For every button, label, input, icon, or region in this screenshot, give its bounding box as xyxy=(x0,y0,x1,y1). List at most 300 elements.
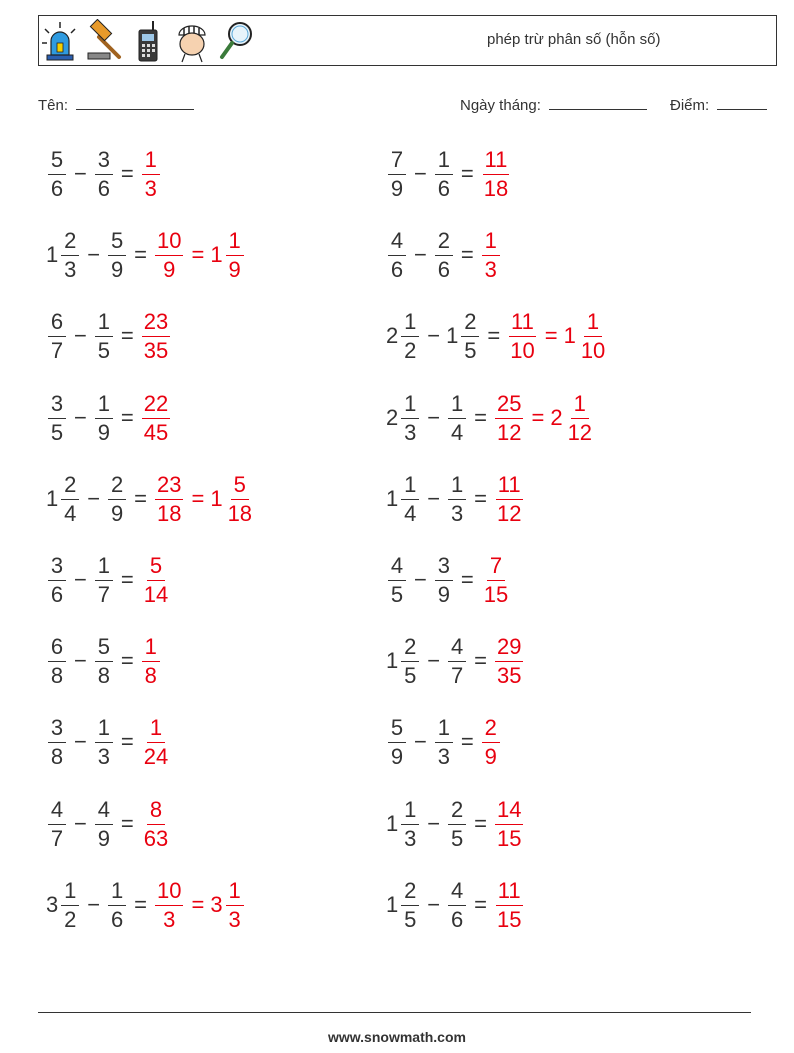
minuend-whole: 1 xyxy=(46,486,59,511)
footer-url: www.snowmath.com xyxy=(328,1029,466,1045)
answer-numerator: 1 xyxy=(142,636,160,662)
minuend-whole: 1 xyxy=(46,242,59,267)
problem-9 xyxy=(46,468,256,530)
subtrahend-numerator: 1 xyxy=(95,717,113,743)
minus-sign: − xyxy=(87,892,101,917)
score-blank[interactable] xyxy=(717,95,767,110)
minus-sign: − xyxy=(414,567,427,592)
minuend-fraction xyxy=(388,146,406,201)
gavel-icon xyxy=(85,19,123,63)
minuend-fraction xyxy=(48,308,66,363)
worksheet-title: phép trừ phân số (hỗn số) xyxy=(487,31,661,48)
subtrahend-fraction xyxy=(435,552,453,607)
date-blank[interactable] xyxy=(549,95,647,110)
answer-mixed-fraction xyxy=(566,390,594,445)
answer-denominator: 12 xyxy=(496,419,522,445)
answer-numerator: 2 xyxy=(482,717,500,743)
answer-mixed-whole: 1 xyxy=(563,323,576,348)
equals-sign: = xyxy=(474,648,487,673)
answer xyxy=(493,633,525,688)
problem-17 xyxy=(46,793,172,855)
subtrahend-denominator: 6 xyxy=(437,175,450,201)
subtrahend-denominator: 3 xyxy=(97,743,110,769)
subtrahend-numerator: 3 xyxy=(95,149,113,175)
minus-sign: − xyxy=(427,405,441,430)
answer-fraction xyxy=(142,796,170,851)
answer-fraction xyxy=(495,877,523,932)
answer-mixed-whole: 1 xyxy=(210,242,223,267)
footer-divider xyxy=(38,1012,751,1013)
subtrahend-fraction xyxy=(448,633,466,688)
subtrahend-denominator: 6 xyxy=(437,256,450,282)
minuend-numerator: 3 xyxy=(48,393,66,419)
minuend-fraction xyxy=(388,227,406,282)
answer xyxy=(140,308,172,363)
answer-mixed-denominator: 10 xyxy=(580,337,606,363)
minuend-denominator: 5 xyxy=(390,581,404,607)
answer-equals-sign: = xyxy=(531,405,545,430)
subtrahend-fraction xyxy=(95,796,113,851)
answer-mixed-whole: 3 xyxy=(210,892,223,917)
answer-numerator: 5 xyxy=(147,555,165,581)
minuend-whole: 2 xyxy=(386,405,399,430)
minuend-denominator: 9 xyxy=(390,175,404,201)
problem-14 xyxy=(386,630,525,692)
subtrahend-denominator: 5 xyxy=(450,825,464,851)
minuend-fraction xyxy=(48,714,66,769)
minus-sign: − xyxy=(87,486,101,511)
minuend-numerator: 2 xyxy=(401,636,419,662)
equals-sign: = xyxy=(460,161,474,186)
answer-mixed-numerator: 1 xyxy=(584,311,602,337)
subtrahend-fraction xyxy=(461,308,479,363)
answer-denominator: 9 xyxy=(484,743,497,769)
answer-fraction xyxy=(508,308,536,363)
answer xyxy=(153,471,256,526)
minuend-numerator: 4 xyxy=(388,555,406,581)
subtrahend-fraction xyxy=(95,714,113,769)
answer-numerator: 11 xyxy=(509,311,536,337)
problem-13 xyxy=(46,630,162,692)
minuend-fraction xyxy=(401,308,419,363)
equals-sign: = xyxy=(120,405,134,430)
minuend-fraction xyxy=(401,633,419,688)
answer-denominator: 15 xyxy=(483,581,509,607)
header-icons xyxy=(41,19,255,63)
answer-numerator: 29 xyxy=(495,636,523,662)
answer-denominator: 35 xyxy=(143,337,169,363)
minuend-denominator: 7 xyxy=(50,825,64,851)
minuend-numerator: 7 xyxy=(388,149,406,175)
subtrahend-denominator: 9 xyxy=(110,256,124,282)
date-field[interactable] xyxy=(460,95,647,114)
subtrahend-numerator: 5 xyxy=(95,636,113,662)
minuend-denominator: 7 xyxy=(50,337,64,363)
answer-denominator: 18 xyxy=(156,500,182,526)
answer-numerator: 1 xyxy=(482,230,500,256)
minus-sign: − xyxy=(74,811,87,836)
subtrahend-numerator: 1 xyxy=(108,880,126,906)
answer-fraction xyxy=(155,471,183,526)
answer-fraction xyxy=(142,146,160,201)
minus-sign: − xyxy=(74,567,87,592)
minuend-numerator: 5 xyxy=(388,717,406,743)
problem-15 xyxy=(46,711,172,773)
subtrahend-denominator: 9 xyxy=(110,500,124,526)
answer-denominator: 24 xyxy=(143,743,169,769)
minus-sign: − xyxy=(74,405,87,430)
minus-sign: − xyxy=(74,323,87,348)
answer xyxy=(140,796,172,851)
answer-mixed-denominator: 12 xyxy=(567,419,593,445)
answer-denominator: 3 xyxy=(484,256,497,282)
answer-mixed-fraction xyxy=(226,877,244,932)
subtrahend-fraction xyxy=(448,390,466,445)
subtrahend-numerator: 4 xyxy=(448,636,466,662)
subtrahend-denominator: 3 xyxy=(437,743,450,769)
answer-fraction xyxy=(482,146,510,201)
minuend-fraction xyxy=(48,390,66,445)
answer xyxy=(493,471,525,526)
answer-mixed-numerator: 1 xyxy=(226,880,244,906)
answer-mixed-denominator: 9 xyxy=(228,256,241,282)
minuend-fraction xyxy=(48,146,66,201)
name-label: Tên: xyxy=(38,97,69,114)
answer-numerator: 11 xyxy=(496,474,523,500)
minuend-whole: 1 xyxy=(386,892,399,917)
subtrahend-fraction xyxy=(448,877,466,932)
answer xyxy=(480,146,512,201)
answer-fraction xyxy=(155,877,183,932)
problem-4 xyxy=(386,224,502,286)
minuend-numerator: 2 xyxy=(401,880,419,906)
answer xyxy=(140,552,172,607)
equals-sign: = xyxy=(120,161,134,186)
answer-denominator: 9 xyxy=(163,256,176,282)
subtrahend-denominator: 4 xyxy=(450,419,464,445)
answer-denominator: 15 xyxy=(496,825,522,851)
minuend-numerator: 6 xyxy=(48,311,66,337)
minuend-fraction xyxy=(61,471,79,526)
minuend-denominator: 5 xyxy=(50,419,64,445)
subtrahend-denominator: 9 xyxy=(97,419,110,445)
minuend-denominator: 9 xyxy=(390,743,404,769)
answer-numerator: 8 xyxy=(147,799,165,825)
answer xyxy=(140,390,172,445)
minuend-numerator: 4 xyxy=(388,230,406,256)
minuend-fraction xyxy=(401,877,419,932)
subtrahend-denominator: 6 xyxy=(110,906,124,932)
answer-denominator: 45 xyxy=(143,419,169,445)
answer-fraction xyxy=(495,471,523,526)
equals-sign: = xyxy=(474,811,487,836)
minuend-fraction xyxy=(61,227,79,282)
subtrahend-fraction xyxy=(448,471,466,526)
problem-18 xyxy=(386,793,525,855)
subtrahend-numerator: 1 xyxy=(95,555,113,581)
answer-mixed-numerator: 5 xyxy=(231,474,249,500)
answer-denominator: 8 xyxy=(144,662,157,688)
subtrahend-denominator: 9 xyxy=(437,581,450,607)
minus-sign: − xyxy=(87,242,101,267)
problem-11 xyxy=(46,549,172,611)
answer-denominator: 3 xyxy=(163,906,176,932)
answer-numerator: 23 xyxy=(155,474,183,500)
answer-mixed-whole: 2 xyxy=(550,405,563,430)
minus-sign: − xyxy=(427,648,441,673)
subtrahend-fraction xyxy=(108,471,126,526)
answer xyxy=(480,227,502,282)
answer-mixed-numerator: 1 xyxy=(226,230,244,256)
minuend-numerator: 5 xyxy=(48,149,66,175)
minus-sign: − xyxy=(427,811,441,836)
subtrahend-fraction xyxy=(95,552,113,607)
equals-sign: = xyxy=(460,242,474,267)
answer-fraction xyxy=(142,714,170,769)
subtrahend-numerator: 1 xyxy=(95,311,113,337)
subtrahend-denominator: 3 xyxy=(450,500,464,526)
answer-numerator: 23 xyxy=(142,311,170,337)
answer xyxy=(506,308,609,363)
answer-equals-sign: = xyxy=(191,486,205,511)
minuend-numerator: 3 xyxy=(48,717,66,743)
subtrahend-numerator: 4 xyxy=(95,799,113,825)
minuend-denominator: 6 xyxy=(50,581,64,607)
answer-numerator: 22 xyxy=(142,393,170,419)
answer-fraction xyxy=(142,390,170,445)
minuend-fraction xyxy=(61,877,79,932)
answer-fraction xyxy=(142,552,170,607)
answer xyxy=(153,877,246,932)
equals-sign: = xyxy=(460,729,474,754)
problem-1 xyxy=(46,143,162,205)
answer-mixed-fraction xyxy=(579,308,607,363)
score-label: Điểm: xyxy=(670,97,710,114)
minuend-denominator: 5 xyxy=(404,906,417,932)
minuend-numerator: 1 xyxy=(61,880,79,906)
equals-sign: = xyxy=(120,323,134,348)
subtrahend-fraction xyxy=(435,227,453,282)
minuend-denominator: 5 xyxy=(404,662,417,688)
answer-denominator: 63 xyxy=(143,825,169,851)
minuend-whole: 2 xyxy=(386,323,399,348)
subtrahend-fraction xyxy=(435,714,453,769)
problem-10 xyxy=(386,468,525,530)
equals-sign: = xyxy=(120,648,134,673)
answer xyxy=(140,633,162,688)
minuend-denominator: 6 xyxy=(50,175,64,201)
minuend-fraction xyxy=(401,390,419,445)
subtrahend-fraction xyxy=(108,877,126,932)
minuend-denominator: 4 xyxy=(404,500,417,526)
answer-numerator: 1 xyxy=(142,149,160,175)
answer-numerator: 10 xyxy=(155,230,183,256)
subtrahend-fraction xyxy=(95,308,113,363)
score-field[interactable] xyxy=(670,95,767,114)
subtrahend-fraction xyxy=(435,146,453,201)
problem-19 xyxy=(46,874,246,936)
minuend-denominator: 3 xyxy=(64,256,77,282)
answer-mixed-denominator: 18 xyxy=(227,500,253,526)
subtrahend-numerator: 2 xyxy=(435,230,453,256)
equals-sign: = xyxy=(120,811,134,836)
subtrahend-denominator: 9 xyxy=(97,825,110,851)
minuend-numerator: 1 xyxy=(401,799,419,825)
equals-sign: = xyxy=(134,242,147,267)
answer-equals-sign: = xyxy=(544,323,558,348)
equals-sign: = xyxy=(474,486,487,511)
answer-fraction xyxy=(142,633,160,688)
answer-denominator: 14 xyxy=(143,581,169,607)
minuend-whole: 1 xyxy=(386,648,399,673)
minuend-fraction xyxy=(401,796,419,851)
answer-denominator: 3 xyxy=(144,175,157,201)
answer xyxy=(480,552,512,607)
minus-sign: − xyxy=(74,161,87,186)
problem-7 xyxy=(46,387,172,449)
answer xyxy=(493,877,525,932)
answer-denominator: 10 xyxy=(510,337,535,363)
subtrahend-fraction xyxy=(95,633,113,688)
subtrahend-numerator: 2 xyxy=(448,799,466,825)
minuend-numerator: 1 xyxy=(401,311,419,337)
answer-numerator: 7 xyxy=(487,555,505,581)
problem-3 xyxy=(46,224,246,286)
subtrahend-whole: 1 xyxy=(446,323,459,348)
answer-denominator: 35 xyxy=(496,662,522,688)
subtrahend-denominator: 6 xyxy=(97,175,110,201)
answer-numerator: 25 xyxy=(495,393,523,419)
answer-fraction xyxy=(495,796,523,851)
answer xyxy=(140,146,162,201)
subtrahend-numerator: 1 xyxy=(448,474,466,500)
subtrahend-denominator: 6 xyxy=(450,906,464,932)
problem-20 xyxy=(386,874,525,936)
equals-sign: = xyxy=(134,892,147,917)
problem-8 xyxy=(386,387,596,449)
subtrahend-fraction xyxy=(95,146,113,201)
equals-sign: = xyxy=(474,405,487,430)
subtrahend-numerator: 4 xyxy=(448,880,466,906)
subtrahend-denominator: 7 xyxy=(97,581,110,607)
answer-denominator: 18 xyxy=(483,175,509,201)
subtrahend-fraction xyxy=(448,796,466,851)
equals-sign: = xyxy=(487,323,501,348)
answer-fraction xyxy=(482,552,510,607)
subtrahend-numerator: 1 xyxy=(435,149,453,175)
subtrahend-denominator: 7 xyxy=(450,662,464,688)
answer-denominator: 12 xyxy=(496,500,522,526)
answer-numerator: 11 xyxy=(483,149,510,175)
minus-sign: − xyxy=(427,323,441,348)
minus-sign: − xyxy=(74,648,87,673)
equals-sign: = xyxy=(134,486,147,511)
prisoner-icon xyxy=(173,19,211,63)
minuend-denominator: 8 xyxy=(50,743,64,769)
answer-numerator: 1 xyxy=(147,717,165,743)
minuend-fraction xyxy=(48,633,66,688)
equals-sign: = xyxy=(120,729,134,754)
answer-fraction xyxy=(482,227,500,282)
subtrahend-fraction xyxy=(95,390,113,445)
minuend-fraction xyxy=(401,471,419,526)
problem-6 xyxy=(386,305,609,367)
minus-sign: − xyxy=(414,161,427,186)
minuend-numerator: 1 xyxy=(401,474,419,500)
minuend-denominator: 2 xyxy=(64,906,77,932)
minuend-numerator: 3 xyxy=(48,555,66,581)
answer-equals-sign: = xyxy=(191,892,205,917)
subtrahend-fraction xyxy=(108,227,126,282)
minuend-denominator: 3 xyxy=(404,419,417,445)
answer-denominator: 15 xyxy=(496,906,522,932)
minuend-whole: 1 xyxy=(386,486,399,511)
minuend-fraction xyxy=(388,714,406,769)
minuend-numerator: 1 xyxy=(401,393,419,419)
subtrahend-numerator: 1 xyxy=(435,717,453,743)
minuend-denominator: 3 xyxy=(404,825,417,851)
minuend-fraction xyxy=(48,552,66,607)
subtrahend-denominator: 8 xyxy=(97,662,110,688)
answer-numerator: 14 xyxy=(495,799,523,825)
equals-sign: = xyxy=(474,892,487,917)
answer-equals-sign: = xyxy=(191,242,205,267)
siren-icon xyxy=(41,19,79,63)
answer-fraction xyxy=(482,714,500,769)
minuend-whole: 1 xyxy=(386,811,399,836)
minuend-numerator: 2 xyxy=(61,230,79,256)
name-field[interactable] xyxy=(38,95,194,114)
subtrahend-numerator: 2 xyxy=(108,474,126,500)
subtrahend-numerator: 2 xyxy=(461,311,479,337)
minus-sign: − xyxy=(74,729,87,754)
minus-sign: − xyxy=(427,892,441,917)
problem-5 xyxy=(46,305,172,367)
answer xyxy=(153,227,246,282)
answer xyxy=(493,390,596,445)
answer-numerator: 11 xyxy=(496,880,523,906)
minuend-denominator: 4 xyxy=(64,500,77,526)
answer xyxy=(140,714,172,769)
answer-mixed-numerator: 1 xyxy=(571,393,589,419)
minuend-numerator: 6 xyxy=(48,636,66,662)
minus-sign: − xyxy=(414,729,427,754)
answer-mixed-fraction xyxy=(226,227,244,282)
subtrahend-numerator: 5 xyxy=(108,230,126,256)
subtrahend-numerator: 1 xyxy=(95,393,113,419)
answer-numerator: 10 xyxy=(155,880,183,906)
name-blank[interactable] xyxy=(76,95,194,110)
minuend-numerator: 2 xyxy=(61,474,79,500)
minus-sign: − xyxy=(414,242,427,267)
answer xyxy=(480,714,502,769)
answer-mixed-fraction xyxy=(226,471,254,526)
answer-fraction xyxy=(495,633,523,688)
worksheet-header xyxy=(38,15,777,66)
minuend-denominator: 2 xyxy=(404,337,417,363)
subtrahend-denominator: 5 xyxy=(97,337,110,363)
minuend-numerator: 4 xyxy=(48,799,66,825)
answer-fraction xyxy=(155,227,183,282)
answer-mixed-whole: 1 xyxy=(210,486,223,511)
subtrahend-denominator: 5 xyxy=(464,337,477,363)
answer-fraction xyxy=(495,390,523,445)
equals-sign: = xyxy=(460,567,474,592)
minus-sign: − xyxy=(427,486,441,511)
problem-12 xyxy=(386,549,512,611)
subtrahend-numerator: 3 xyxy=(435,555,453,581)
equals-sign: = xyxy=(120,567,134,592)
